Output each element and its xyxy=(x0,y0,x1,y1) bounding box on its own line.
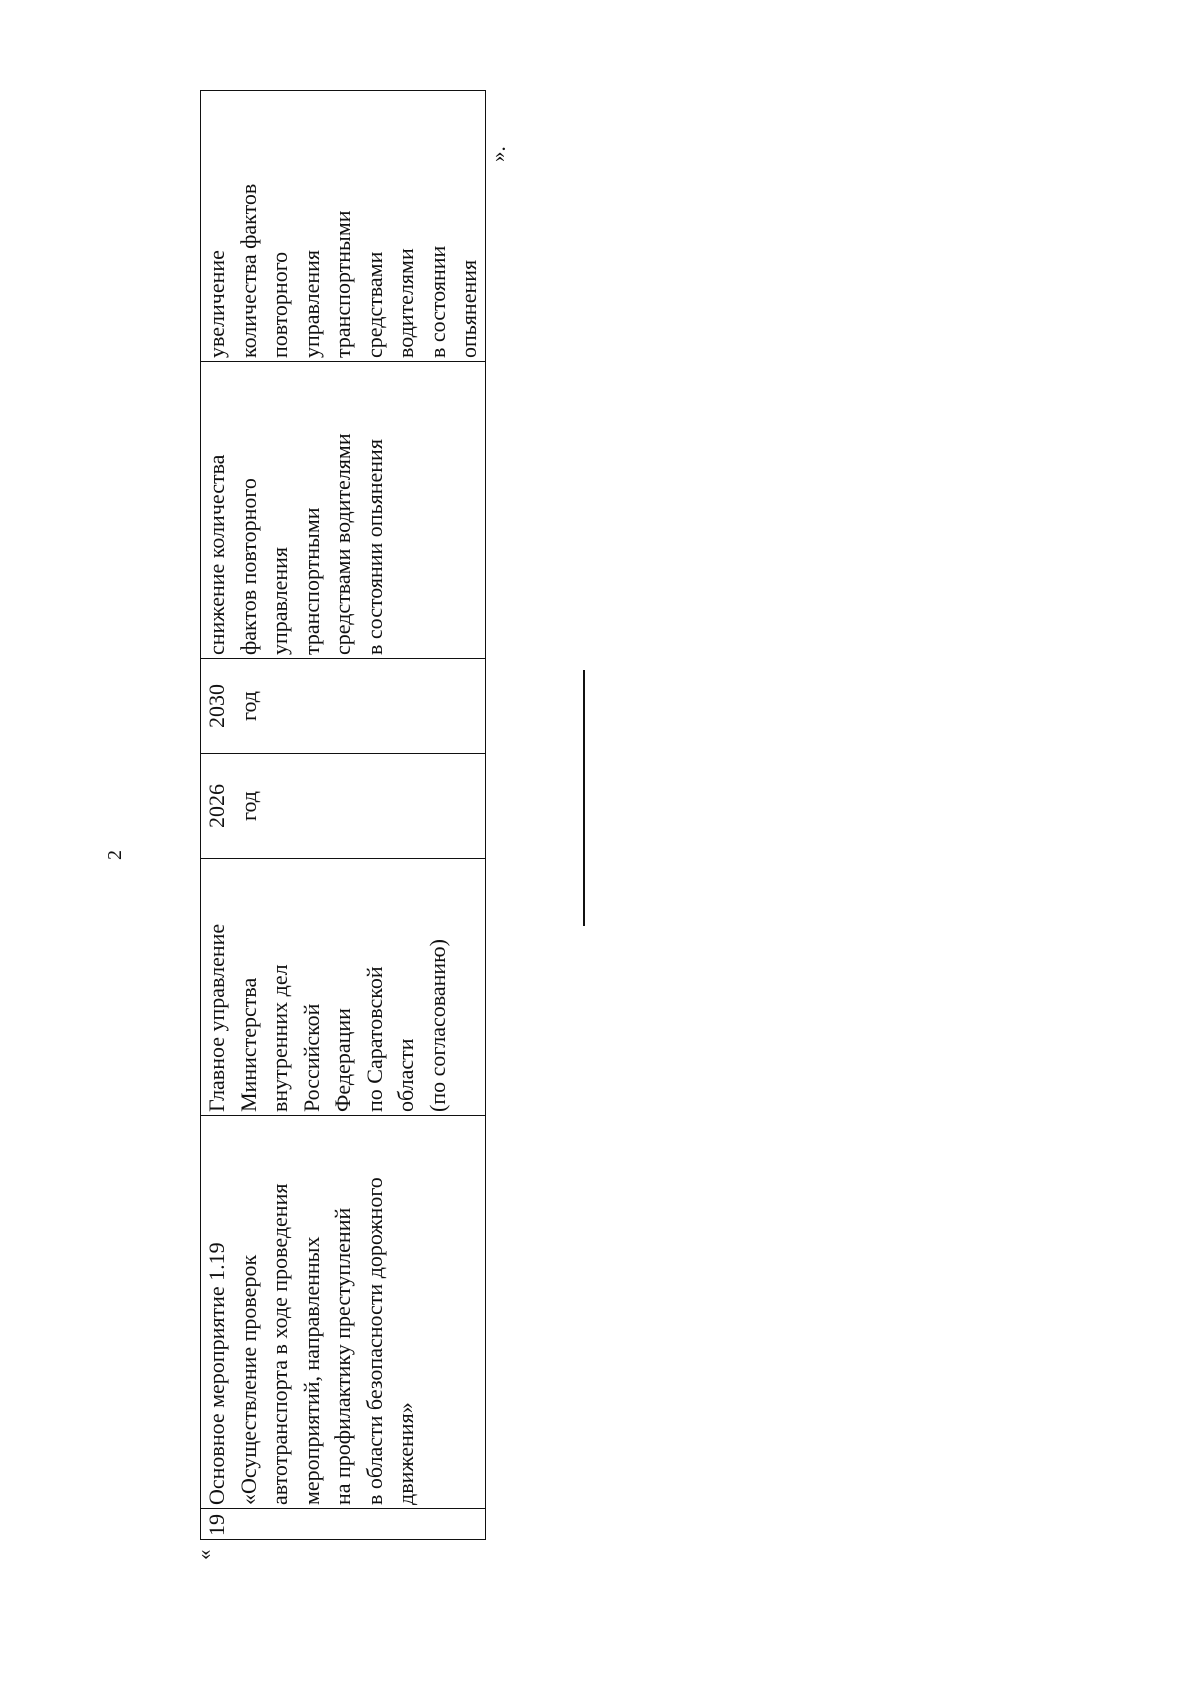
row-number-cell: 19 xyxy=(201,1509,486,1540)
measure-name-line: на профилактику преступлений xyxy=(330,1207,355,1505)
executor-line: Министерства xyxy=(235,977,261,1112)
executor-line: Главное управление xyxy=(204,923,229,1112)
executor-line: внутренних дел xyxy=(267,964,292,1112)
start-year-line: год xyxy=(235,790,261,822)
table-row xyxy=(201,91,486,1540)
opening-quote: « xyxy=(192,1549,216,1560)
expected-result-line: фактов повторного xyxy=(235,478,261,655)
consequences-line: увеличение xyxy=(204,250,229,358)
rotated-table-block xyxy=(192,140,510,1560)
consequences-cell xyxy=(201,91,486,362)
executor-line: (по согласованию) xyxy=(424,939,450,1112)
end-year-cell xyxy=(201,659,486,754)
consequences-line: водителями xyxy=(393,248,418,358)
expected-result-line: управления xyxy=(267,546,292,655)
measure-name-line: движения» xyxy=(393,1402,418,1505)
executor-cell xyxy=(201,859,486,1116)
expected-result-cell xyxy=(201,362,486,659)
executor-line: Российской xyxy=(298,1003,324,1112)
measure-name-line: «Осуществление проверок xyxy=(235,1254,261,1505)
expected-result-line: в состоянии опьянения xyxy=(361,439,387,655)
measure-name-cell xyxy=(201,1116,486,1509)
expected-result-line: снижение количества xyxy=(204,454,229,655)
consequences-line: транспортными xyxy=(330,210,355,358)
measure-name-line: мероприятий, направленных xyxy=(298,1236,324,1505)
separator-line xyxy=(583,670,585,926)
page-number: 2 xyxy=(104,850,126,860)
start-year-line: 2026 xyxy=(204,784,229,828)
consequences-line: управления xyxy=(298,249,324,358)
consequences-line: в состоянии xyxy=(424,245,450,358)
consequences-line: средствами xyxy=(361,251,387,358)
executor-line: по Саратовской xyxy=(361,966,387,1112)
executor-line: Федерации xyxy=(330,1008,355,1112)
consequences-line: повторного xyxy=(267,251,292,358)
start-year-cell xyxy=(201,754,486,859)
measures-table xyxy=(200,90,486,1540)
closing-quote: ». xyxy=(486,146,510,162)
measure-name-line: автотранспорта в ходе проведения xyxy=(267,1183,292,1505)
consequences-line: количества фактов xyxy=(235,183,261,358)
end-year-line: год xyxy=(235,690,261,722)
measure-name-line: в области безопасности дорожного xyxy=(361,1177,387,1505)
consequences-line: опьянения xyxy=(456,259,481,358)
executor-line: области xyxy=(393,1038,418,1112)
expected-result-line: средствами водителями xyxy=(330,433,355,655)
end-year-line: 2030 xyxy=(204,684,229,728)
measure-name-line: Основное мероприятие 1.19 xyxy=(204,1242,229,1505)
expected-result-line: транспортными xyxy=(298,507,324,655)
